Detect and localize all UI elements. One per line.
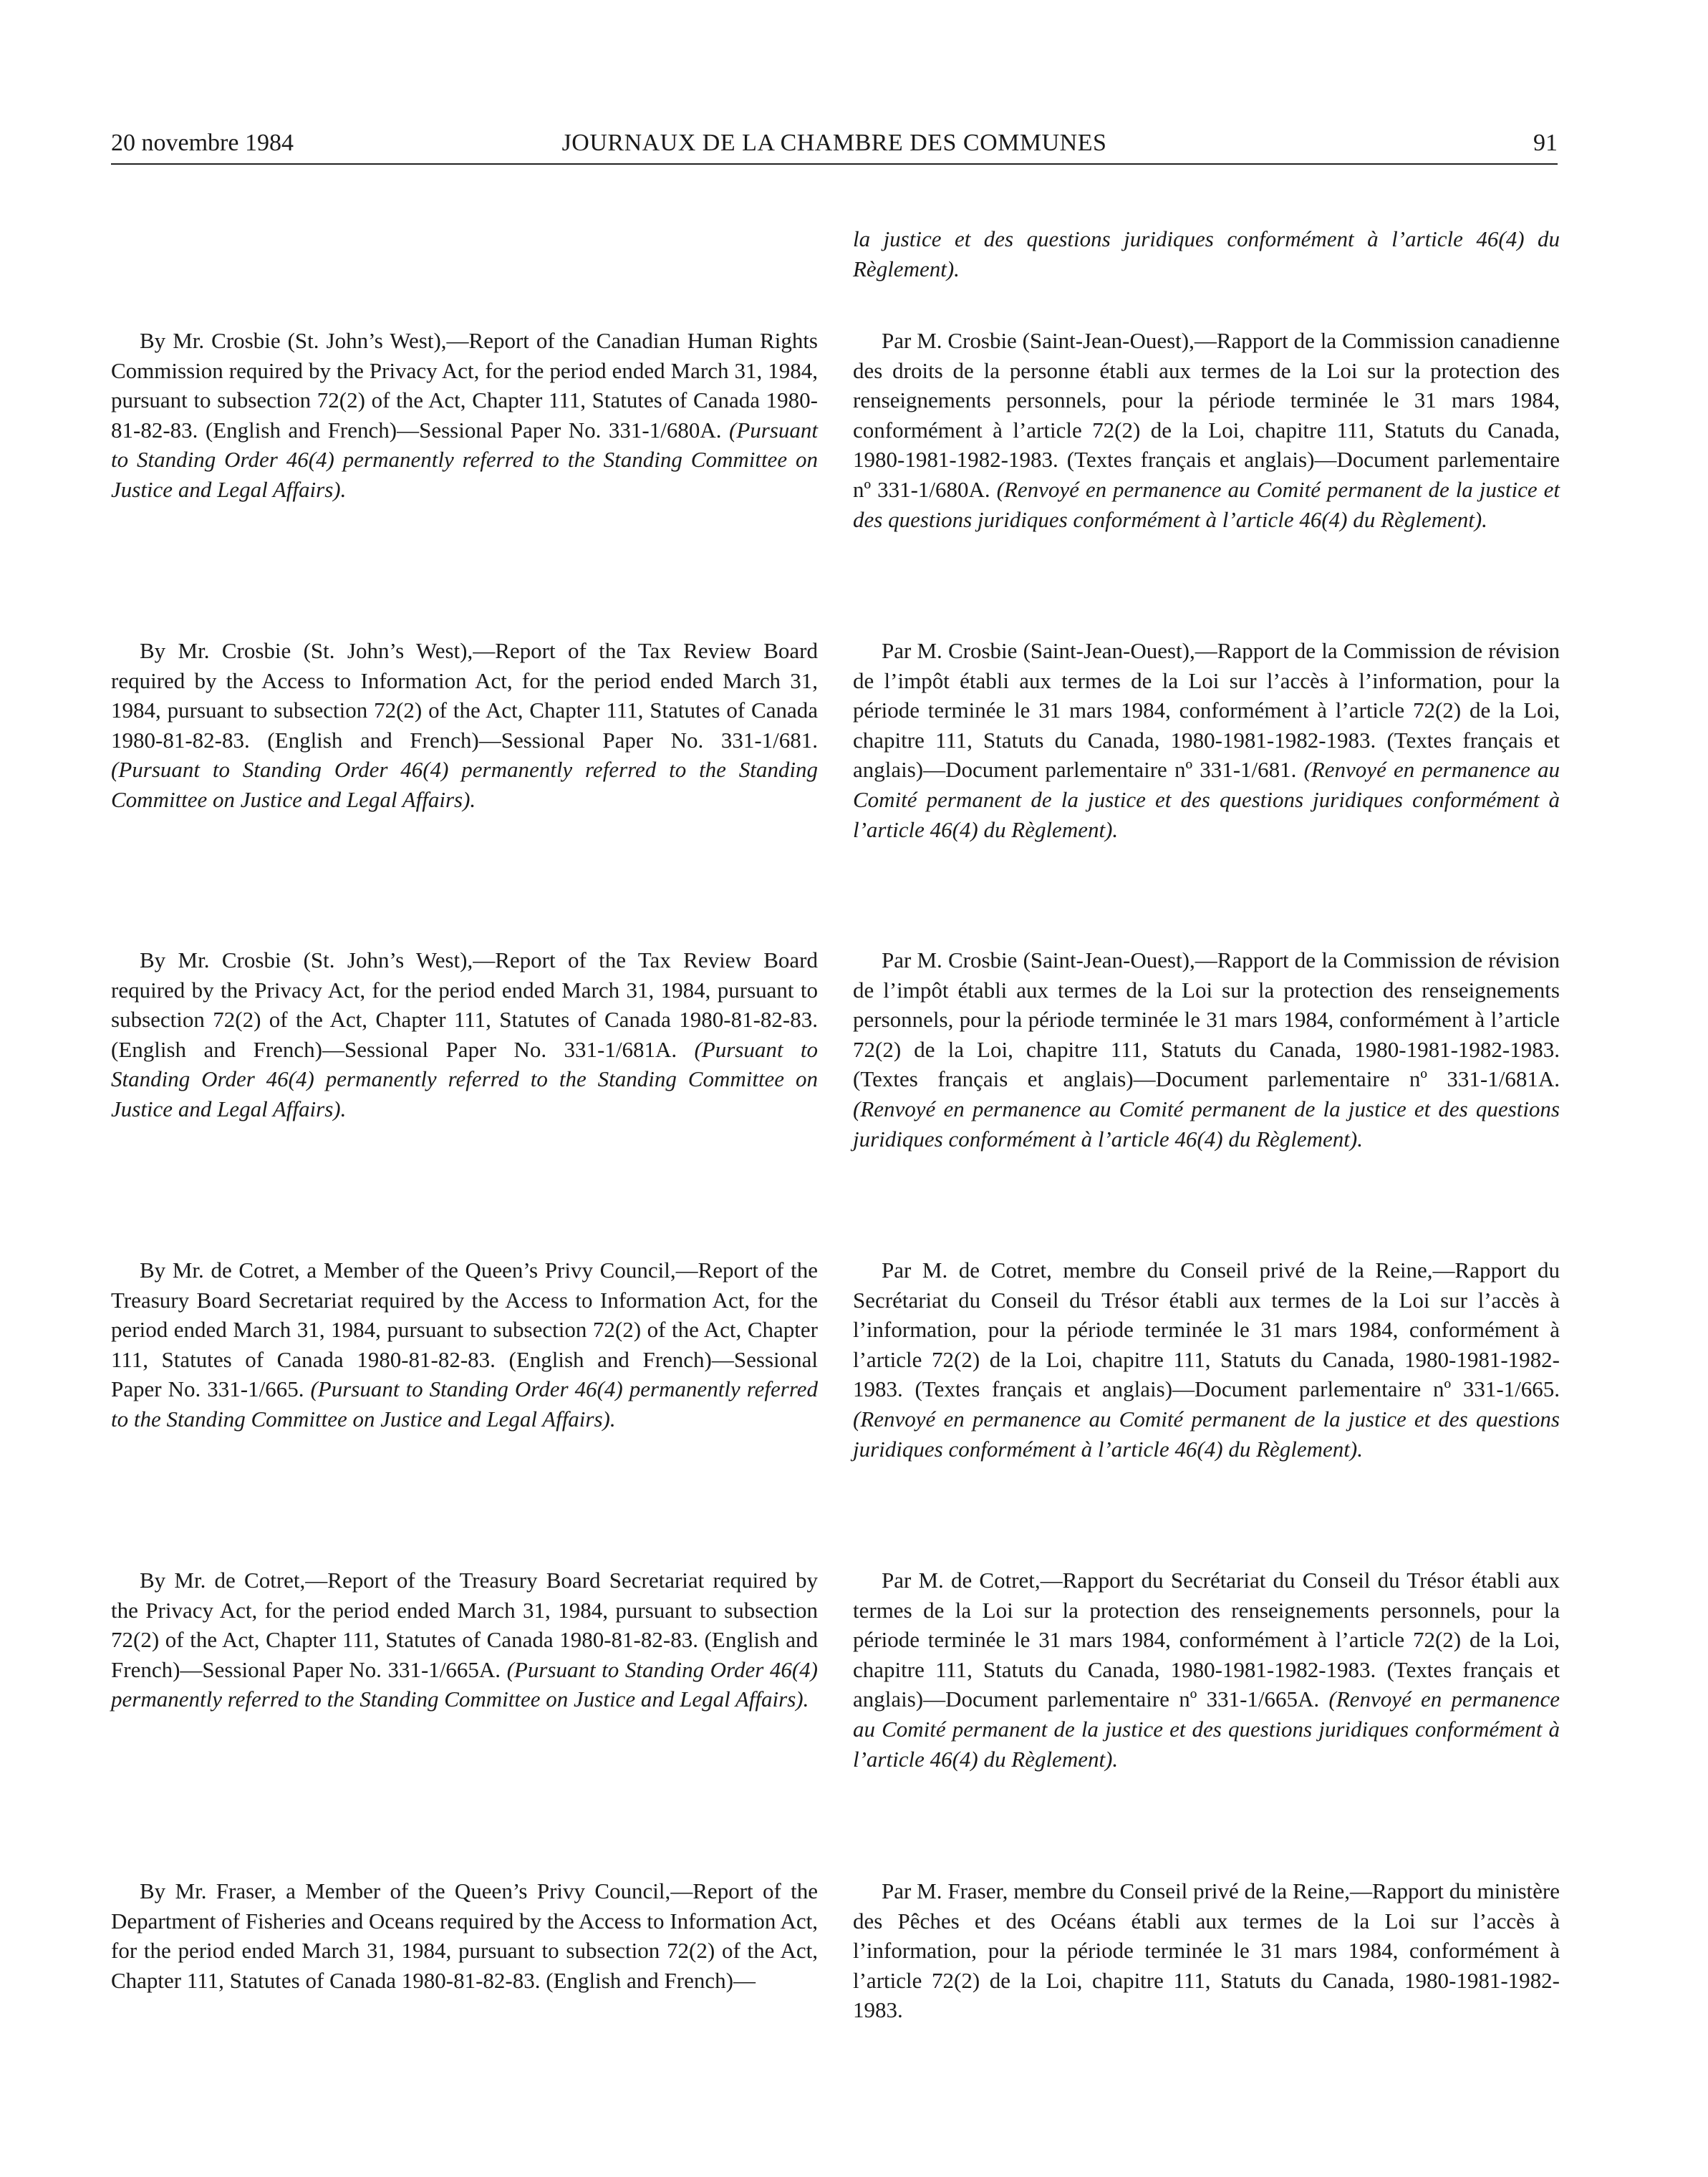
english-entry-5: [111, 1565, 818, 1714]
entry-referral: (Renvoyé en permanence au Comité permanent de la justice et des questions juridiques conformément à l’article 46(4) du Règlement).: [853, 757, 1560, 842]
entry-referral: (Pursuant to Standing Order 46(4) permanently referred to the Standing Committee on Justice and Legal Affairs).: [111, 1036, 818, 1121]
entry-text: Par M. Fraser, membre du Conseil privé de la Reine,—Rapport du ministère des Pêches et des Océans établi aux termes de la Loi sur l’accès à l’information, pour la période terminée le 31 mars 1984, conformément à l’article 72(2) de la Loi, chapitre 111, Statuts du Canada, 1980-1981-1982-1983.: [853, 1878, 1560, 2023]
entry-text: Par M. Crosbie (Saint-Jean-Ouest),—Rapport de la Commission de révision de l’impôt établi aux termes de la Loi sur la protection des renseignements personnels, pour la période terminée le 31 mars 1984, conformément à l’article 72(2) de la Loi, chapitre 111, Statuts du Canada, 1980-1981-1982-1983. (Textes français et anglais)—Document parlementaire nº 331-1/681A.: [853, 947, 1560, 1092]
english-entry-1: [111, 326, 818, 505]
entry-referral: (Renvoyé en permanence au Comité permanent de la justice et des questions juridiques conformément à l’article 46(4) du Règlement).: [853, 1406, 1560, 1462]
entry-referral: (Renvoyé en permanence au Comité permanent de la justice et des questions juridiques conformément à l’article 46(4) du Règlement).: [853, 1686, 1560, 1772]
french-continuation: [853, 224, 1560, 284]
french-entry-3: [853, 945, 1560, 1154]
entry-referral: (Renvoyé en permanence au Comité permanent de la justice et des questions juridiques conformément à l’article 46(4) du Règlement).: [853, 476, 1560, 532]
entry-text: By Mr. Crosbie (St. John’s West),—Report of the Tax Review Board required by the Privacy Act, for the period ended March 31, 1984, pursuant to subsection 72(2) of the Act, Chapter 111, Statutes of Canada 1980-81-82-83. (English and French)—Sessional Paper No. 331-1/681A.: [111, 947, 818, 1062]
english-entry-2: [111, 636, 818, 815]
english-entry-6: [111, 1876, 818, 1995]
french-entry-1: [853, 326, 1560, 534]
english-entry-4: [111, 1255, 818, 1434]
english-entry-3: [111, 945, 818, 1124]
page-number: 91: [1533, 130, 1558, 156]
entry-text: By Mr. Fraser, a Member of the Queen’s Privy Council,—Report of the Department of Fisheries and Oceans required by the Access to Information Act, for the period ended March 31, 1984, pursuant to subsection 72(2) of the Act, Chapter 111, Statutes of Canada 1980-81-82-83. (English and French)—: [111, 1878, 818, 1993]
entry-referral: (Pursuant to Standing Order 46(4) permanently referred to the Standing Committee on Justice and Legal Affairs).: [111, 1376, 818, 1432]
entry-text: By Mr. Crosbie (St. John’s West),—Report of the Canadian Human Rights Commission required by the Privacy Act, for the period ended March 31, 1984, pursuant to subsection 72(2) of the Act, Chapter 111, Statutes of Canada 1980-81-82-83. (English and French)—Sessional Paper No. 331-1/680A.: [111, 328, 818, 443]
header-title: JOURNAUX DE LA CHAMBRE DES COMMUNES: [561, 130, 1107, 156]
entry-referral: (Pursuant to Standing Order 46(4) permanently referred to the Standing Committee on Justice and Legal Affairs).: [111, 1656, 819, 1712]
entry-referral: (Pursuant to Standing Order 46(4) permanently referred to the Standing Committee on Justice and Legal Affairs).: [111, 757, 818, 812]
french-entry-4: [853, 1255, 1560, 1464]
running-header: [111, 123, 1558, 165]
entry-text: Par M. Crosbie (Saint-Jean-Ouest),—Rapport de la Commission de révision de l’impôt établi aux termes de la Loi sur l’accès à l’information, pour la période terminée le 31 mars 1984, conformément à l’article 72(2) de la Loi, chapitre 111, Statuts du Canada, 1980-1981-1982-1983. (Textes français et anglais)—Document parlementaire nº 331-1/681.: [853, 638, 1560, 783]
entry-referral: (Pursuant to Standing Order 46(4) permanently referred to the Standing Committee on Justice and Legal Affairs).: [111, 417, 818, 502]
entry-text: By Mr. de Cotret,—Report of the Treasury Board Secretariat required by the Privacy Act, for the period ended March 31, 1984, pursuant to subsection 72(2) of the Act, Chapter 111, Statutes of Canada 1980-81-82-83. (English and French)—Sessional Paper No. 331-1/665A.: [111, 1568, 818, 1682]
entry-referral: (Renvoyé en permanence au Comité permanent de la justice et des questions juridiques conformément à l’article 46(4) du Règlement).: [853, 1096, 1560, 1152]
entry-text: Par M. Crosbie (Saint-Jean-Ouest),—Rapport de la Commission canadienne des droits de la personne établi aux termes de la Loi sur la protection des renseignements personnels, pour la période terminée le 31 mars 1984, conformément à l’article 72(2) de la Loi, chapitre 111, Statuts du Canada, 1980-1981-1982-1983. (Textes français et anglais)—Document parlementaire nº 331-1/680A.: [853, 328, 1560, 502]
french-entry-2: [853, 636, 1560, 844]
entry-text: Par M. de Cotret, membre du Conseil privé de la Reine,—Rapport du Secrétariat du Conseil du Trésor établi aux termes de la Loi sur l’accès à l’information, pour la période terminée le 31 mars 1984, conformément à l’article 72(2) de la Loi, chapitre 111, Statuts du Canada, 1980-1981-1982-1983. (Textes français et anglais)—Document parlementaire nº 331-1/665.: [853, 1258, 1560, 1402]
header-date: 20 novembre 1984: [111, 130, 294, 156]
entry-text: By Mr. Crosbie (St. John’s West),—Report of the Tax Review Board required by the Access to Information Act, for the period ended March 31, 1984, pursuant to subsection 72(2) of the Act, Chapter 111, Statutes of Canada 1980-81-82-83. (English and French)—Sessional Paper No. 331-1/681.: [111, 638, 818, 753]
french-entry-6: [853, 1876, 1560, 2025]
entry-text: Par M. de Cotret,—Rapport du Secrétariat du Conseil du Trésor établi aux termes de la Loi sur la protection des renseignements personnels, pour la période terminée le 31 mars 1984, conformément à l’article 72(2) de la Loi, chapitre 111, Statuts du Canada, 1980-1981-1982-1983. (Textes français et anglais)—Document parlementaire nº 331-1/665A.: [853, 1568, 1560, 1712]
continuation-text: la justice et des questions juridiques conformément à l’article 46(4) du Règlement).: [853, 226, 1560, 281]
entry-text: By Mr. de Cotret, a Member of the Queen’s Privy Council,—Report of the Treasury Board Secretariat required by the Access to Information Act, for the period ended March 31, 1984, pursuant to subsection 72(2) of the Act, Chapter 111, Statutes of Canada 1980-81-82-83. (English and French)—Sessional Paper No. 331-1/665.: [111, 1258, 818, 1402]
french-entry-5: [853, 1565, 1560, 1774]
